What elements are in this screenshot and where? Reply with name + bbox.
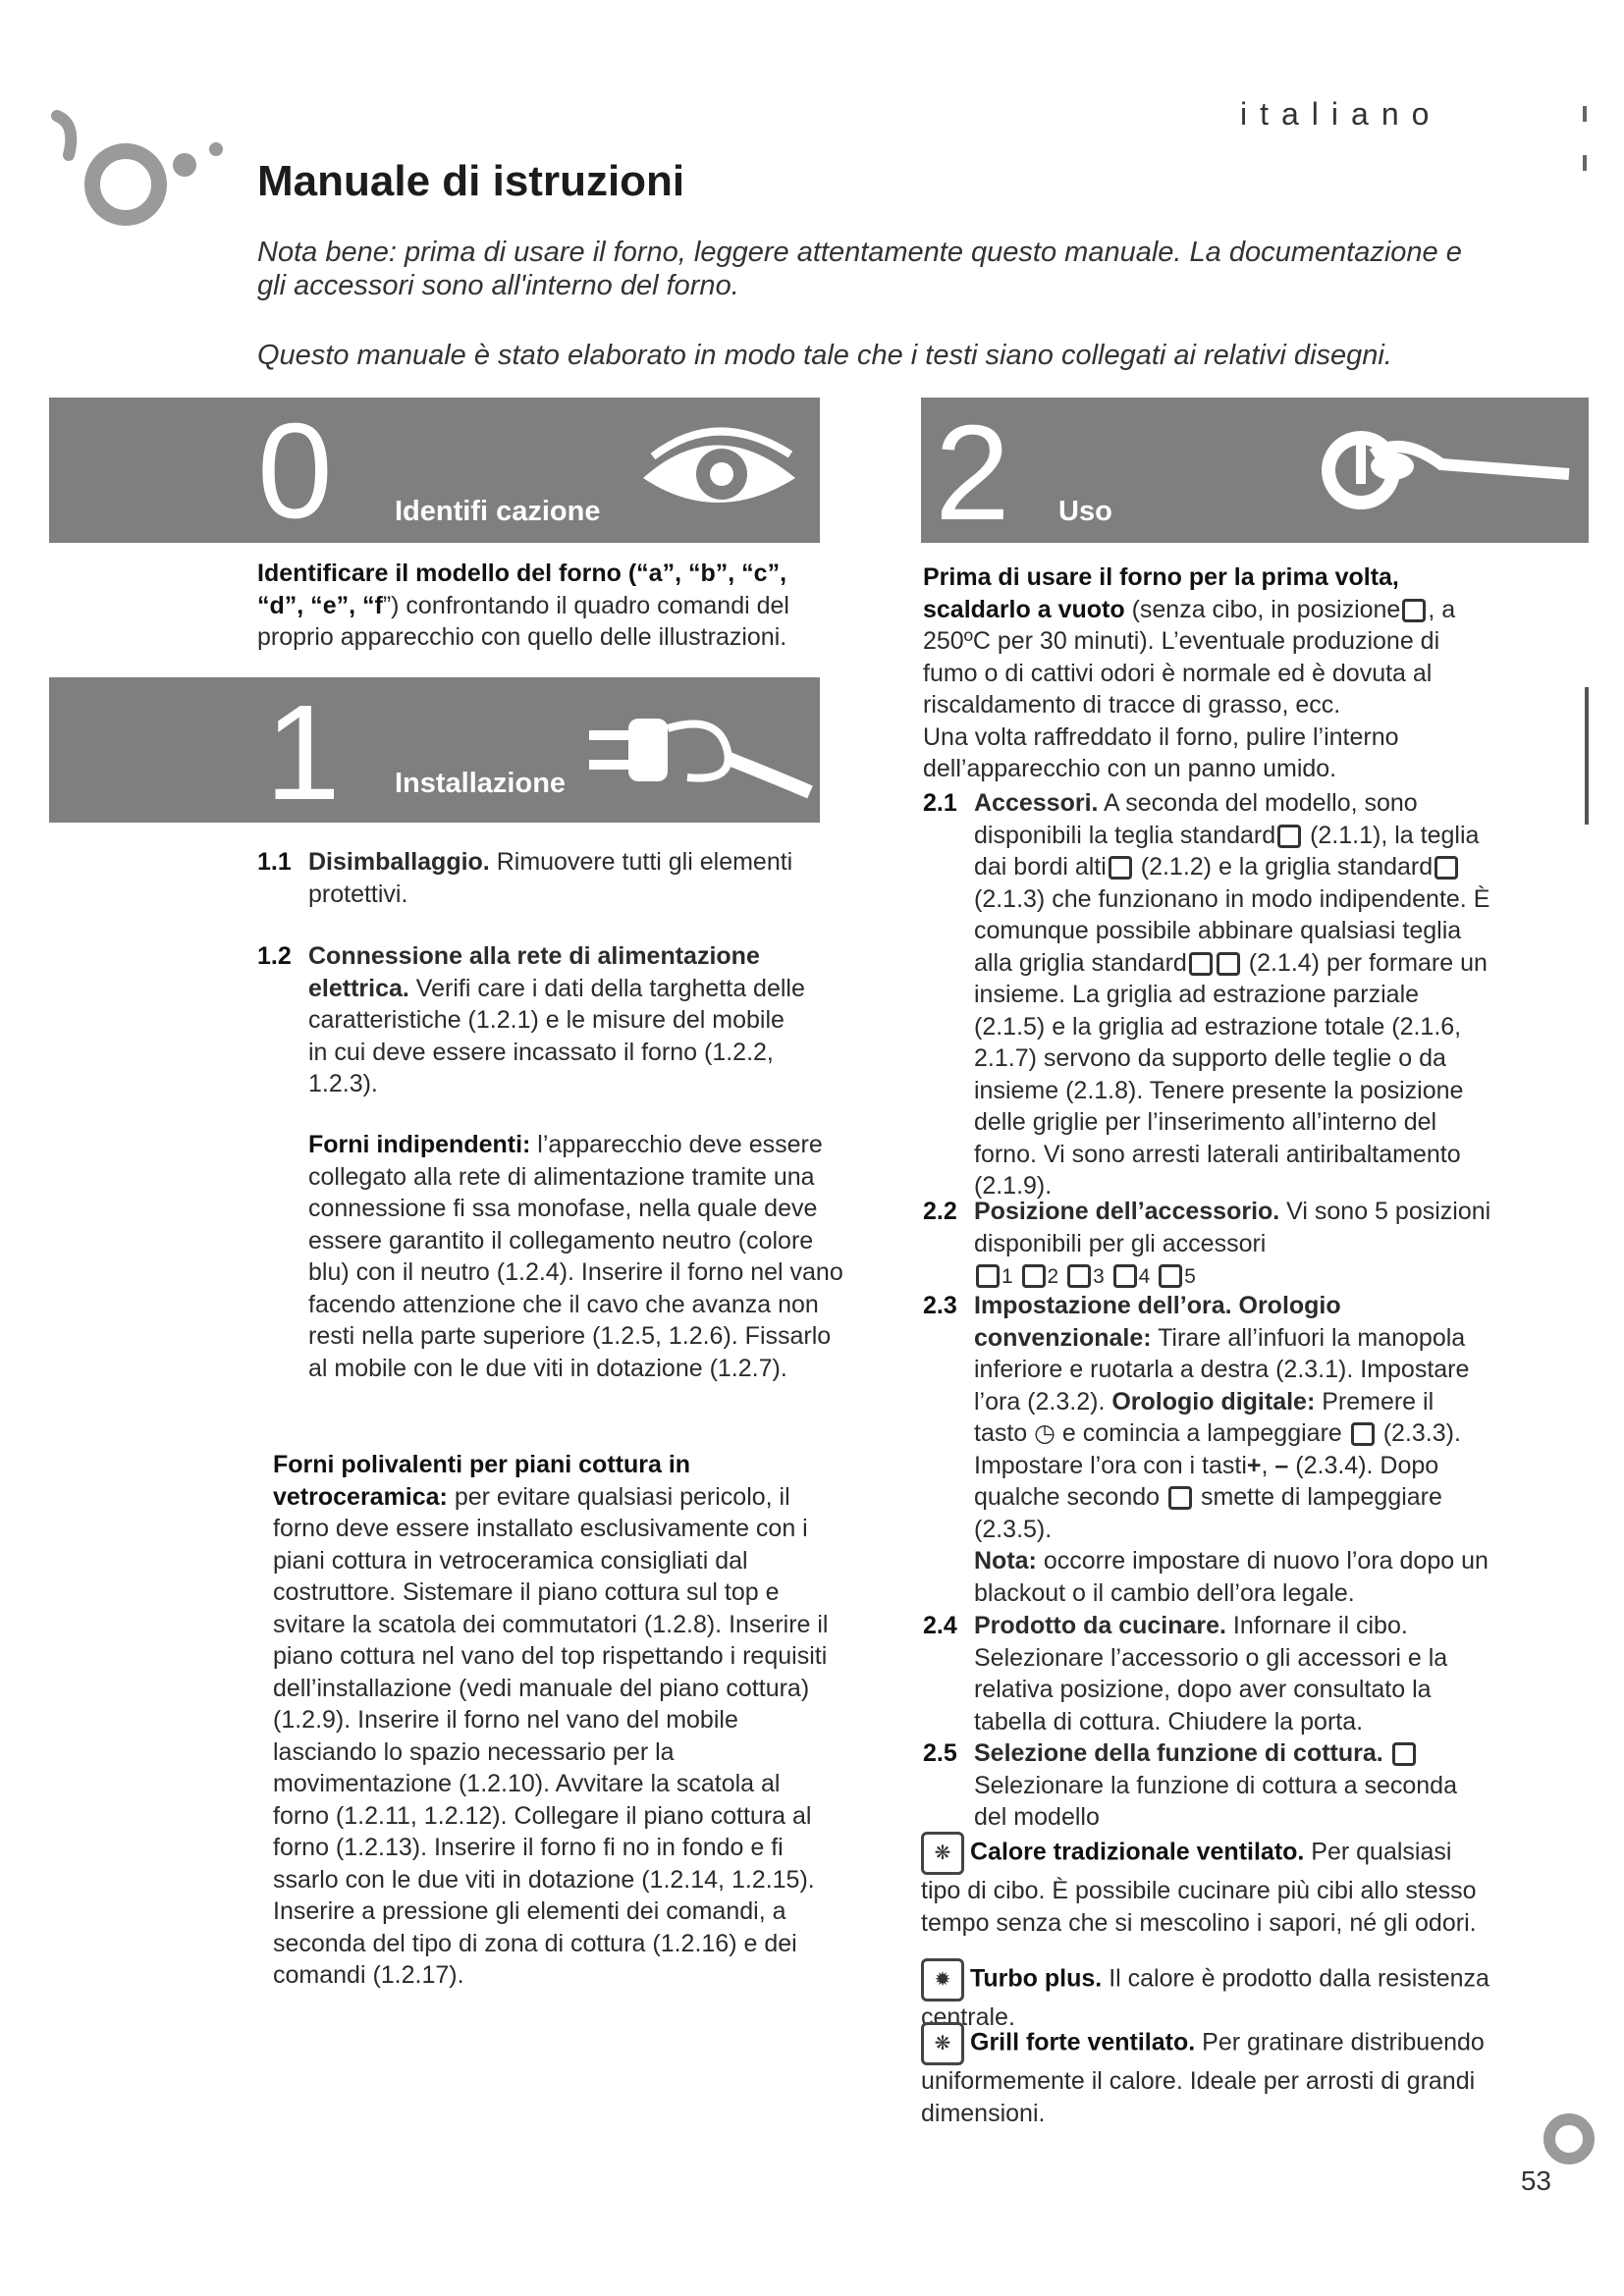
function-title: Turbo plus. bbox=[970, 1964, 1103, 1993]
section-label: Uso bbox=[1058, 496, 1112, 527]
function-fan bbox=[921, 1832, 1490, 1939]
item-title: Accessori. bbox=[974, 789, 1099, 817]
item-text: , a 250ºC per 30 minuti). L’eventuale produzione di fumo o di cattivi odori è normale ed è dovuta al riscaldamento di tracce di grasso, ecc. bbox=[923, 595, 1456, 719]
minus-key: – bbox=[1274, 1451, 1289, 1479]
function-selector-icon bbox=[1392, 1742, 1416, 1766]
note-title: Nota: bbox=[974, 1547, 1037, 1575]
item-text: (2.1.2) e la griglia standard bbox=[1133, 853, 1434, 881]
tray-icon bbox=[1217, 952, 1240, 976]
item-text: Tirare all’infuori la manopola inferiore e ruotarla a destra (2.3.1). Impostare l’ora (2.3.2). bbox=[974, 1323, 1470, 1415]
item-title: Disimballaggio. bbox=[308, 848, 490, 876]
ident-b: b bbox=[700, 560, 716, 587]
ident-text: Identificare il modello del forno (“ bbox=[257, 560, 649, 587]
ident-a: a bbox=[648, 560, 663, 587]
plug-icon bbox=[579, 699, 815, 807]
item-number: 2.3 bbox=[923, 1292, 957, 1319]
brand-logo bbox=[47, 106, 224, 234]
item-number: 2.5 bbox=[923, 1739, 957, 1767]
item-text: Selezionare la funzione di cottura a seconda del modello bbox=[974, 1771, 1457, 1831]
ident-text: proprio apparecchio con quello delle illustrazioni. bbox=[257, 623, 787, 651]
item-title: Selezione della funzione di cottura. bbox=[974, 1739, 1383, 1767]
item-text: (senza cibo, in posizione bbox=[1124, 595, 1401, 623]
oven-position-icon bbox=[1402, 599, 1426, 622]
forni-polivalenti bbox=[273, 1449, 833, 1992]
ident-sep: ”, “ bbox=[336, 591, 375, 619]
item-title: Forni polivalenti per piani cottura in vetroceramica: bbox=[273, 1451, 691, 1511]
position-number: 5 bbox=[1184, 1265, 1196, 1288]
eye-icon bbox=[628, 417, 815, 530]
ident-sep: ”, “ bbox=[715, 560, 754, 587]
item-text: Vi sono 5 posizioni disponibili per gli accessori bbox=[974, 1198, 1491, 1257]
list-item bbox=[257, 940, 807, 1100]
item-title: Posizione dell’accessorio. bbox=[974, 1198, 1280, 1225]
item-text: Verifi care i dati della targhetta delle caratteristiche (1.2.1) e le misure del mobile in cui deve essere incassato il forno (1.2.2, 1.2.3). bbox=[308, 974, 805, 1097]
function-title: Grill forte ventilato. bbox=[970, 2028, 1196, 2056]
ident-text: ”) confrontando il quadro comandi del bbox=[382, 591, 789, 619]
page-title: Manuale di istruzioni bbox=[257, 157, 685, 205]
item-text: (2.1.1), la teglia dai bordi alti bbox=[974, 821, 1480, 881]
item-number: 2.2 bbox=[923, 1198, 957, 1225]
item-text: A seconda del modello, sono disponibili la teglia standard bbox=[974, 789, 1418, 849]
tray-icon bbox=[1277, 825, 1301, 848]
item-title: Impostazione dell’ora. Orologio convenzionale: bbox=[974, 1292, 1341, 1352]
list-item: 2.3 Impostazione dell’ora. Orologio convenzionale: Tirare all’infuori la manopola inferiore e ruotarla a destra (2.3.1). Impostare l’ora (2.3.2). Orologio digitale: Premere il tasto ◷ e comincia a lampeggiare (2.3.3). Impostare l’ora con i tasti+, – (2.3.4). Dopo qualche secondo smette di lampeggiare (2.3.5). Nota: occorre impostare di nuovo l’ora dopo un blackout o il cambio dell’ora legale. bbox=[923, 1292, 1489, 1607]
section-band-use bbox=[921, 398, 1589, 549]
knob-touch-icon bbox=[1284, 415, 1579, 528]
item-text: Premere il tasto bbox=[974, 1387, 1435, 1447]
shelf-position-icon bbox=[976, 1264, 1000, 1288]
function-grill bbox=[921, 2022, 1490, 2129]
item-text: Una volta raffreddato il forno, pulire l’interno dell’apparecchio con un panno umido. bbox=[923, 722, 1399, 782]
item-number: 1.1 bbox=[257, 848, 292, 876]
item-title: Orologio digitale: bbox=[1111, 1387, 1316, 1415]
grill-fan-function-icon: ❋ bbox=[921, 2022, 964, 2065]
list-item bbox=[923, 1610, 1492, 1737]
item-number: 2.4 bbox=[923, 1612, 957, 1639]
item-number: 2.1 bbox=[923, 789, 957, 817]
function-title: Calore tradizionale ventilato. bbox=[970, 1838, 1305, 1866]
item-text: l’apparecchio deve essere collegato alla rete di alimentazione tramite una connessione fi ssa monofase, nella quale deve essere garantito il collegamento neutro (colore blu) con il neutro (1.2.4). Inserire il forno nel vano facendo attenzione che il cavo che avanza non resti nella parte superiore (1.2.5, 1.2.6). Fissarlo al mobile con le due viti in dotazione (1.2.7). bbox=[308, 1131, 843, 1382]
grid-icon bbox=[1435, 856, 1458, 880]
item-title: Forni indipendenti: bbox=[308, 1131, 531, 1158]
identification-text: Identificare il modello del forno (“a”, “b”, “c”, “d”, “e”, “f”) confrontando il quadro comandi del proprio apparecchio con quello delle illustrazioni. bbox=[257, 560, 789, 651]
grid-icon bbox=[1189, 952, 1213, 976]
item-text: Per qualsiasi tipo di cibo. È possibile cucinare più cibi allo stesso tempo senza che si mescolino i sapori, né gli odori. bbox=[921, 1838, 1477, 1937]
section-band-identification bbox=[49, 396, 820, 547]
section-label: Identifi cazione bbox=[395, 496, 601, 527]
plus-key: + bbox=[1246, 1451, 1262, 1479]
item-text: (2.1.4) per formare un insieme. La griglia ad estrazione parziale (2.1.5) e la griglia ad estrazione totale (2.1.6, 2.1.7) servono da supporto delle teglie o da insieme (2.1.8). Tenere presente la posizione delle griglie per l’inserimento all’interno del forno. Vi sono arresti laterali antiribaltamento (2.1.9). bbox=[974, 948, 1488, 1200]
margin-tick bbox=[1583, 155, 1587, 171]
item-number: 1.2 bbox=[257, 942, 292, 970]
ident-sep: ”, “ bbox=[662, 560, 701, 587]
margin-tick bbox=[1583, 106, 1587, 122]
shelf-position-icon bbox=[1159, 1264, 1182, 1288]
item-text: Il calore è prodotto dalla resistenza centrale. bbox=[921, 1964, 1489, 2031]
shelf-position-icon bbox=[1113, 1264, 1137, 1288]
page-number: 53 bbox=[1520, 2165, 1551, 2196]
item-text: Rimuovere tutti gli elementi protettivi. bbox=[308, 848, 793, 908]
item-title: Connessione alla rete di alimentazione elettrica. bbox=[308, 942, 760, 1002]
section-number: 2 bbox=[935, 398, 1010, 549]
position-number: 1 bbox=[1001, 1265, 1013, 1288]
deep-tray-icon bbox=[1109, 856, 1132, 880]
item-text: Infornare il cibo. Selezionare l’accessorio o gli accessori e la relativa posizione, dopo aver consultato la tabella di cottura. Chiudere la porta. bbox=[974, 1612, 1448, 1735]
forni-indipendenti bbox=[308, 1129, 848, 1384]
clock-display-icon bbox=[1351, 1422, 1375, 1446]
section-number: 0 bbox=[257, 396, 333, 547]
item-text: smette di lampeggiare (2.3.5). bbox=[974, 1483, 1442, 1543]
margin-bar bbox=[1585, 687, 1589, 825]
turbo-function-icon: ✹ bbox=[921, 1958, 964, 2002]
language-label: italiano bbox=[1240, 96, 1442, 132]
list-item bbox=[923, 1737, 1492, 1834]
item-text: Per gratinare distribuendo uniformemente il calore. Ideale per arrosti di grandi dimensioni. bbox=[921, 2028, 1485, 2127]
item-text: per evitare qualsiasi pericolo, il forno deve essere installato esclusivamente con i piani cottura in vetroceramica consigliati dal costruttore. Sistemare il piano cottura sul top e svitare la scatola dei commutatori (1.2.8). Inserire il piano cottura nel vano del top rispettando i requisiti dell’installazione (vedi manuale del piano cottura)(1.2.9). Inserire il forno nel vano del mobile lasciando lo spazio necessario per la movimentazione (1.2.10). Avvitare la scatola al forno (1.2.11, 1.2.12). Collegare il piano cottura al forno (1.2.13). Inserire il forno fi no in fondo e fi ssarlo con le due viti in dotazione (1.2.14, 1.2.15). Inserire a pressione gli elementi dei comandi, a seconda del tipo di zona di cottura (1.2.16) e dei comandi (1.2.17). bbox=[273, 1482, 829, 1989]
list-item bbox=[257, 846, 846, 910]
item-text: occorre impostare di nuovo l’ora dopo un blackout o il cambio dell’ora legale. bbox=[974, 1547, 1489, 1607]
section-number: 1 bbox=[265, 677, 341, 828]
ident-e: e bbox=[322, 591, 337, 619]
item-text: e comincia a lampeggiare bbox=[1055, 1419, 1342, 1447]
item-text: (2.3.3). Impostare l’ora con i tasti bbox=[974, 1419, 1461, 1479]
item-title: Prodotto da cucinare. bbox=[974, 1612, 1226, 1639]
shelf-position-icon bbox=[1022, 1264, 1046, 1288]
corner-logo-icon bbox=[1536, 2105, 1595, 2173]
use-intro bbox=[923, 561, 1473, 785]
section-label: Installazione bbox=[395, 768, 567, 799]
ident-sep: ”, “ bbox=[284, 591, 323, 619]
section-band-installation bbox=[49, 677, 820, 828]
position-number: 4 bbox=[1138, 1265, 1151, 1288]
fan-function-icon: ❋ bbox=[921, 1832, 964, 1875]
intro-bold: Prima di usare il forno per la prima volta, scaldarlo a vuoto bbox=[923, 563, 1399, 623]
position-number: 2 bbox=[1047, 1265, 1059, 1288]
ident-sep: ”, bbox=[767, 560, 787, 587]
ident-f: f bbox=[374, 591, 383, 619]
item-text: (2.3.4). Dopo qualche secondo bbox=[974, 1451, 1439, 1511]
shelf-position-icon bbox=[1067, 1264, 1091, 1288]
ident-d: d bbox=[269, 591, 285, 619]
clock-display-icon bbox=[1168, 1486, 1192, 1510]
intro-description: Questo manuale è stato elaborato in modo tale che i testi siano collegati ai relativi disegni. bbox=[257, 340, 1392, 371]
clock-icon: ◷ bbox=[1034, 1419, 1056, 1447]
position-number: 3 bbox=[1093, 1265, 1105, 1288]
list-item bbox=[923, 787, 1492, 1202]
list-item bbox=[923, 1196, 1492, 1294]
ident-c: c bbox=[753, 560, 768, 587]
item-text: (2.1.3) che funzionano in modo indipendente. È comunque possibile abbinare qualsiasi teglia alla griglia standard bbox=[974, 884, 1490, 977]
intro-note: Nota bene: prima di usare il forno, leggere attentamente questo manuale. La documentazione e gli accessori sono all'interno del forno. bbox=[257, 237, 1462, 302]
